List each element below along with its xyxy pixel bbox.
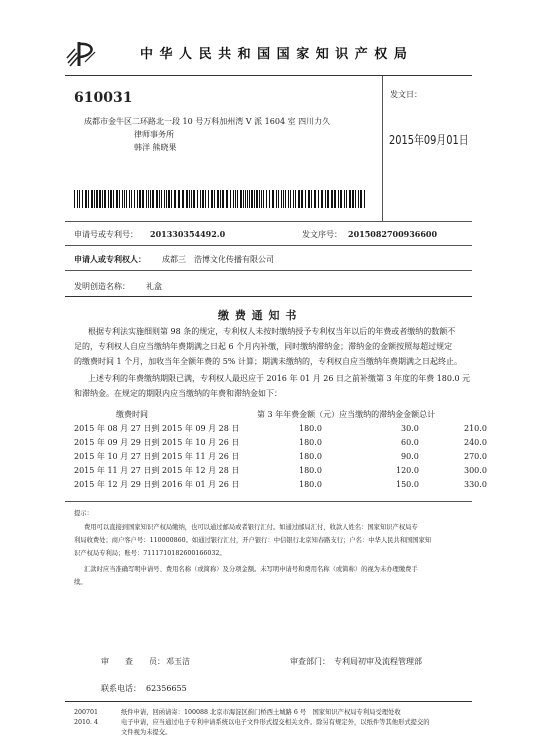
- footer-rule: [65, 701, 472, 702]
- postcode: 610031: [74, 90, 133, 106]
- recipients: 韩洋 熊晓果: [134, 143, 177, 152]
- fee-row-time: 2015 年 09 月 29 日到 2015 年 10 月 26 日: [74, 438, 240, 447]
- notice-para1-line2: 足的，专利权人自应当缴纳年费期满之日起 6 个月内补缴，同时缴纳滞纳金；滞纳金的金额按照每超过规定: [74, 342, 453, 351]
- dept-name: 专利局初审及流程管理部: [334, 657, 422, 666]
- fee-row-total: 210.0: [464, 424, 487, 433]
- fee-row-total: 300.0: [464, 466, 487, 475]
- hints-label: 提示：: [74, 510, 93, 517]
- applicant-value: 成都三 浩博文化传播有限公司: [162, 255, 274, 264]
- notice-para1-line3: 的缴费时间 1 个月，加收当年全额年费的 5% 计算；期满未缴纳的，专利权自应当缴纳年费期满之日起终止。: [74, 357, 462, 366]
- fee-row-amount: 180.0: [299, 424, 322, 433]
- notice-title: 缴 费 通 知 书: [218, 309, 298, 322]
- app-no-value: 201330354492.0: [150, 229, 226, 239]
- rule-after-title: [65, 296, 472, 297]
- hint1-line1: 费用可以直接到国家知识产权局缴纳，也可以通过邮局或者银行汇付。如通过邮局汇付，收款人姓名：国家知识产权局专: [84, 524, 418, 531]
- electronic-application-note-1: 电子申请，应当通过电子专利申请系统以电子文件形式提交相关文件。除另有规定外，以纸件等其他形式提交的: [121, 719, 430, 726]
- fee-row-time: 2015 年 11 月 27 日到 2015 年 12 月 28 日: [74, 466, 240, 475]
- fee-row-amount: 180.0: [299, 438, 322, 447]
- fee-table-header-time: 缴费时间: [116, 410, 148, 419]
- fee-row-time: 2015 年 12 月 29 日到 2016 年 01 月 26 日: [74, 480, 240, 489]
- serial-value: 2015082700936600: [348, 229, 438, 239]
- rule-before-hints: [65, 501, 472, 502]
- address-line-2: 律师事务所: [134, 130, 174, 139]
- fee-row-total: 240.0: [464, 438, 487, 447]
- hint2-line2: 续。: [74, 579, 87, 586]
- office-name: 中 华 人 民 共 和 国 国 家 知 识 产 权 局: [140, 47, 408, 62]
- fee-row-late: 60.0: [401, 438, 419, 447]
- fee-row-total: 270.0: [464, 452, 487, 461]
- fee-row-late: 120.0: [396, 466, 419, 475]
- fee-row-amount: 180.0: [299, 466, 322, 475]
- notice-para2-line1: 上述专利的年费缴纳期限已满，专利权人最迟应于 2016 年 01 月 26 日之前补缴第 3 年度的年费 180.0 元: [88, 374, 471, 383]
- rule-after-address: [65, 221, 472, 222]
- invention-title-value: 礼盒: [146, 282, 162, 291]
- form-code: 200701: [74, 709, 99, 716]
- date-box-divider: [382, 76, 383, 221]
- phone-value: 62356655: [146, 684, 187, 693]
- fee-row-amount: 180.0: [299, 480, 322, 489]
- address-line-1: 成都市金牛区二环路北一段 10 号万科加州湾 V 派 1604 室 四川力久: [84, 117, 331, 126]
- notice-para2-line2: 和滞纳金。在规定的期限内应当缴纳的年费和滞纳金如下：: [74, 389, 282, 398]
- issue-date: 2015年09月01日: [389, 133, 469, 147]
- fee-table-header-fee: 第 3 年年费金额（元）应当缴纳的滞纳金金额总计: [257, 410, 436, 419]
- date-label: 发文日：: [390, 90, 422, 99]
- rule-after-applicant: [65, 270, 472, 271]
- rule-after-app-no: [65, 245, 472, 246]
- hint1-line2: 利局收费处；商户客户号：110000860。如通过银行汇付，开户银行：中信银行北京知春路支行；户名：中华人民共和国国家知: [74, 537, 432, 544]
- fee-row-late: 30.0: [401, 424, 419, 433]
- paper-application-note: 纸件申请，回函请寄：100088 北京市海淀区蓟门桥西土城路 6 号 国家知识产权局专利局受理处收: [121, 709, 401, 716]
- fee-row-late: 90.0: [401, 452, 419, 461]
- fee-row-amount: 180.0: [299, 452, 322, 461]
- reviewer-name: 邓玉洁: [166, 657, 190, 666]
- reviewer-label: 审 查 员：: [101, 657, 165, 666]
- fee-row-late: 150.0: [396, 480, 419, 489]
- fee-row-total: 330.0: [464, 480, 487, 489]
- app-no-label: 申请号或专利号：: [74, 230, 138, 239]
- electronic-application-note-2: 文件视为未提交。: [121, 729, 172, 736]
- fee-row-time: 2015 年 10 月 27 日到 2015 年 11 月 26 日: [74, 452, 240, 461]
- applicant-label: 申请人或专利权人：: [74, 254, 146, 264]
- fee-row-time: 2015 年 08 月 27 日到 2015 年 09 月 28 日: [74, 424, 240, 433]
- invention-title-label: 发明创造名称：: [74, 282, 130, 291]
- serial-label: 发文序号：: [302, 230, 342, 239]
- phone-label: 联系电话：: [101, 684, 141, 693]
- dept-label: 审查部门：: [290, 657, 330, 666]
- hint1-line3: 识产权局专利局；账号：7111710182600166032。: [74, 550, 226, 557]
- barcode: [74, 190, 368, 208]
- header-rule: [65, 75, 472, 76]
- hint2-line1: 汇款时应当准确写明申请号、费用名称（或简称）及分项金额。未写明申请号和费用名称（或简称）的视为未办理缴费手: [84, 566, 418, 573]
- form-version: 2010. 4: [74, 719, 99, 726]
- sipo-logo: [65, 40, 99, 68]
- notice-para1-line1: 根据专利法实施细则第 98 条的规定，专利权人未按时缴纳授予专利权当年以后的年费或者缴纳的数额不: [88, 327, 456, 336]
